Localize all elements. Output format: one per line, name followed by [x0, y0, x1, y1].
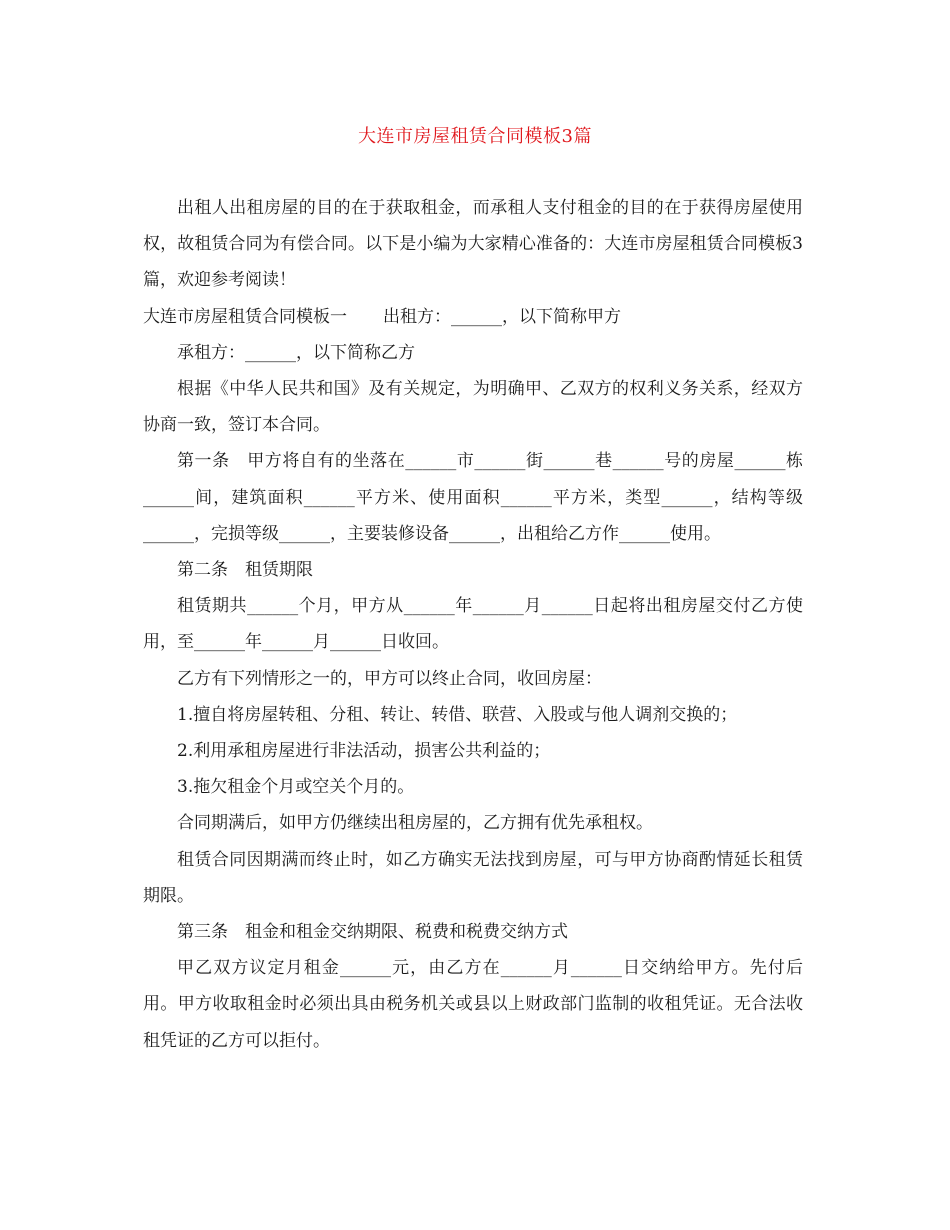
- lessor-line: 出租方：______，以下简称甲方: [383, 306, 621, 327]
- document-title: 大连市房屋租赁合同模板3篇: [358, 126, 592, 147]
- intro-paragraph: 出租人出租房屋的目的在于获取租金，而承租人支付租金的目的在于获得房屋使用权，故租赁合同为有偿合同。以下是小编为大家精心准备的：大连市房屋租赁合同模板3篇，欢迎参考阅读！: [143, 198, 803, 291]
- article3-heading: 第三条 租金和租金交纳期限、税费和税费交纳方式: [177, 922, 568, 943]
- article3-rent-paragraph: 甲乙双方议定月租金______元，由乙方在______月______日交纳给甲方。先付后用。甲方收取租金时必须出具由税务机关或县以上财政部门监制的收租凭证。无合法收租凭证的乙方可以拒付。: [143, 958, 803, 1051]
- article2-extension-paragraph: 租赁合同因期满而终止时，如乙方确实无法找到房屋，可与甲方协商酌情延长租赁期限。: [143, 849, 803, 906]
- document-body: [143, 190, 803, 1059]
- article2-item-3: 3.拖欠租金个月或空关个月的。: [177, 777, 415, 798]
- article1-paragraph: 第一条 甲方将自有的坐落在______市______街______巷______号的房屋______栋______间，建筑面积______平方米、使用面积______平方米，类型______，结构等级______，完损等级______，主要装修设备______，出租给乙方作______使用。: [143, 451, 803, 544]
- article2-term-paragraph: 租赁期共______个月，甲方从______年______月______日起将出租房屋交付乙方使用，至______年______月______日收回。: [143, 596, 803, 653]
- article2-item-1: 1.擅自将房屋转租、分租、转让、转借、联营、入股或与他人调剂交换的；: [177, 704, 738, 725]
- lessee-line: 承租方：______，以下简称乙方: [177, 342, 415, 363]
- article2-priority-paragraph: 合同期满后，如甲方仍继续出租房屋的，乙方拥有优先承租权。: [177, 813, 653, 834]
- basis-paragraph: 根据《中华人民共和国》及有关规定，为明确甲、乙双方的权利义务关系，经双方协商一致，签订本合同。: [143, 379, 803, 436]
- section-heading-line: [143, 299, 803, 335]
- article2-item-2: 2.利用承租房屋进行非法活动，损害公共利益的；: [177, 741, 551, 762]
- section-heading: 大连市房屋租赁合同模板一: [143, 306, 347, 327]
- article2-termination-intro: 乙方有下列情形之一的，甲方可以终止合同，收回房屋：: [177, 668, 602, 689]
- article2-heading: 第二条 租赁期限: [177, 560, 313, 581]
